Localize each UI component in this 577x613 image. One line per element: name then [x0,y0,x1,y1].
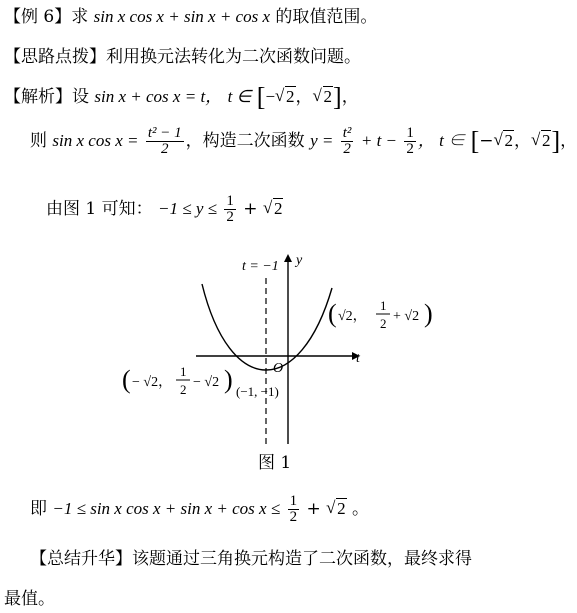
left-point-b-num: 1 [180,364,187,379]
left-point-a: − √2， [132,375,173,390]
parabola-graph [120,248,440,448]
thought-bracket: 【思路点拨】 [4,47,106,67]
example-text-pre: 求 [71,7,89,27]
summary-bracket: 【总结升华】 [30,549,132,569]
conclusion-expr: −1 ≤ sin x cos x + sin x + cos x ≤ [52,499,281,518]
then-plus-t-minus: + t − [360,131,398,150]
analysis-range-left: − [265,87,276,106]
svg-text:(: ( [328,299,337,328]
then-frac2: $\frac{\text{t²}}{2}$ [342,125,352,157]
example-expr: sin x cos x + sin x + cos x [93,7,271,26]
summary-text-1: 该题通过三角换元构造了二次函数，最终求得 [132,549,472,569]
analysis-t-in: t ∈ [227,87,252,106]
analysis-line: 【解析】设 sin x + cos x = t， t ∈ [−√ 2，√ 2]， [4,86,359,109]
origin-label: O [273,361,284,376]
example-text-post: 的取值范围。 [275,7,378,27]
from-graph-text: 由图 1 可知： [46,199,153,219]
svg-text:): ) [424,299,433,328]
conclusion-line: 即 −1 ≤ sin x cos x + sin x + cos x ≤ $\frac{1}{2}$ + √ 2 。 [30,494,369,525]
from-graph-expr: −1 ≤ y ≤ [158,199,217,218]
t-eq-label: t = −1 [242,259,279,274]
right-point-a: √2， [338,309,367,324]
svg-text:): ) [224,365,233,394]
analysis-text-pre: 设 [72,87,89,107]
then-t-in: ， t ∈ [417,131,466,150]
thought-text: 利用换元法转化为二次函数问题。 [106,47,361,67]
analysis-bracket: 【解析】 [4,87,72,107]
then-mid-text: ，构造二次函数 [185,131,305,151]
then-frac1: $\frac{\text{t² − 1}}{2}$ [147,125,182,157]
left-point-c: − √2 [193,375,220,390]
then-line: 则 sin x cos x = $\frac{\text{t² − 1}}{2}$ ，构造二次函数 y = $\frac{\text{t²}}{2}$ + t − $\frac{1}{2}$ ， t ∈ [−√ 2，√ 2]， [30,126,577,157]
analysis-expr: sin x + cos x = t， [94,87,223,106]
y-axis-arrow [284,254,292,262]
figure-caption: 图 1 [258,453,292,473]
summary-line-2: 最值。 [4,589,55,609]
t-axis-label: t [356,351,360,366]
from-graph-line: 由图 1 可知： −1 ≤ y ≤ $\frac{1}{2}$ + √ 2 [46,194,283,225]
right-point-b-den: 2 [380,316,387,331]
example-line [4,6,377,28]
parabola-curve [202,284,332,370]
example-bracket: 【例 6】 [4,7,72,27]
thought-line [4,46,361,68]
conclusion-text-pre: 即 [30,499,47,519]
svg-text:(: ( [122,365,131,394]
from-graph-sqrt: √ 2 [263,198,284,220]
left-point-b-den: 2 [180,382,187,397]
then-y-eq: y = [310,131,334,150]
analysis-sqrt-right: √ 2 [313,86,334,108]
analysis-sqrt-left: √ 2 [275,86,296,108]
summary-line-1 [30,548,472,570]
conclusion-sqrt: √ 2 [326,498,347,520]
vertex-label: (−1, −1) [236,384,279,399]
then-frac3: $\frac{1}{2}$ [406,125,414,157]
y-axis-label: y [296,253,303,268]
then-expr-lhs: sin x cos x = [52,131,139,150]
conclusion-frac: $\frac{1}{2}$ [289,493,298,525]
then-text-pre: 则 [30,131,47,151]
from-graph-frac: $\frac{1}{2}$ [226,193,234,225]
right-point-b-num: 1 [380,298,387,313]
right-point-c: + √2 [393,309,420,324]
